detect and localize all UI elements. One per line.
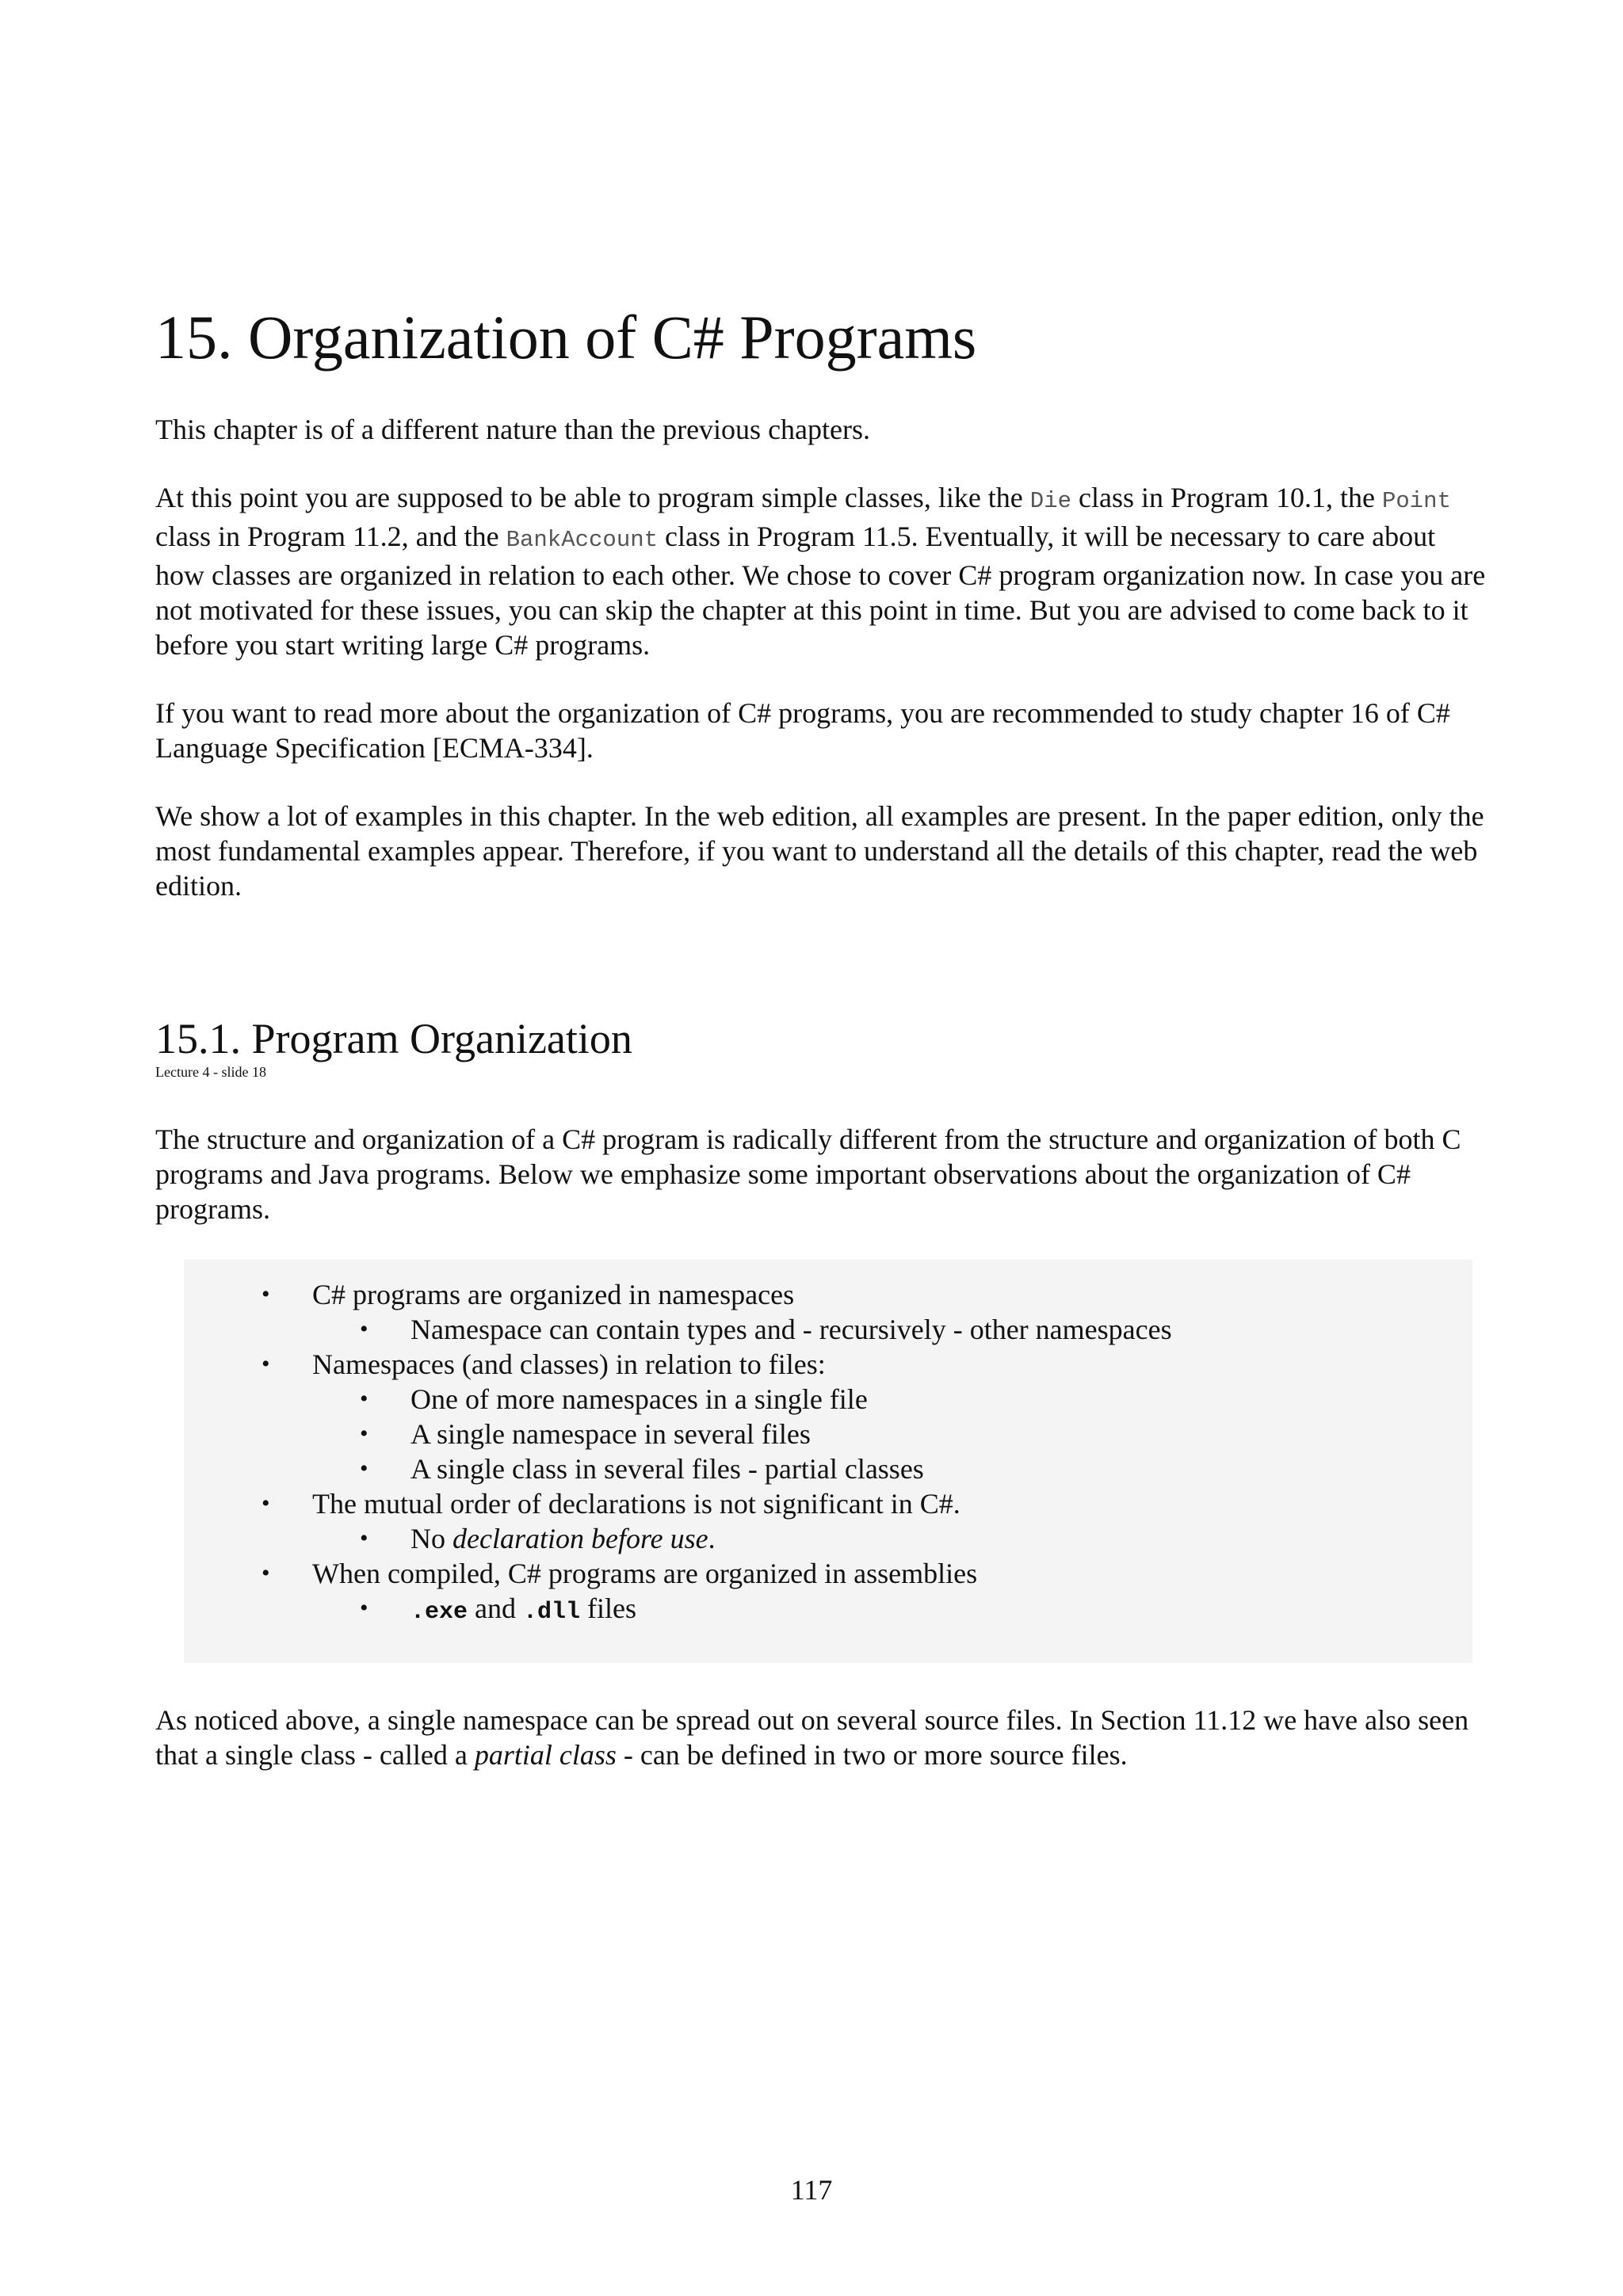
list-item-text: A single namespace in several files [411, 1418, 811, 1450]
section-title: 15.1. Program Organization [155, 1015, 632, 1062]
list-item [184, 1347, 1472, 1382]
list-item-text: Namespace can contain types and - recursively - other namespaces [411, 1314, 1172, 1345]
bullet-icon: • [262, 1560, 270, 1586]
list-item-text: C# programs are organized in namespaces [312, 1279, 795, 1310]
list-item [184, 1486, 1472, 1521]
section-p2-text-2: - can be defined in two or more source files. [616, 1739, 1128, 1771]
intro-p2-text-2: class in Program 10.1, the [1071, 482, 1382, 513]
intro-p2-text-4: class in Program 11.5. Eventually, it will be necessary to care about how classes are organized in relation to each other. We chose to cover C# program organization now. In case you are not motivated for these issues, you can skip the chapter at this point in time. But you are advised to come back to it before you start writing large C# programs. [155, 521, 1486, 661]
page-number: 117 [790, 2174, 833, 2206]
bullet-icon: • [360, 1595, 369, 1621]
list-item-text: No [411, 1523, 453, 1554]
intro-paragraph-4: We show a lot of examples in this chapter. In the web edition, all examples are present. In the paper edition, only the most fundamental examples appear. Therefore, if you want to understand all the details of this chapter, read the web edition. [155, 800, 1484, 902]
list-item [184, 1451, 1472, 1486]
dll-code: .dll [523, 1599, 581, 1626]
list-item-text: . [708, 1523, 716, 1554]
point-class-code: Point [1381, 488, 1451, 514]
intro-paragraph-1: This chapter is of a different nature than the previous chapters. [155, 414, 871, 445]
chapter-title: 15. Organization of C# Programs [155, 303, 977, 372]
list-item-text: When compiled, C# programs are organized in assemblies [312, 1558, 978, 1589]
summary-box [184, 1260, 1472, 1663]
section-paragraph-1: The structure and organization of a C# program is radically different from the structure and organization of both C programs and Java programs. Below we emphasize some important observations about the organization of C# programs. [155, 1123, 1461, 1225]
list-item [184, 1382, 1472, 1417]
list-item [184, 1312, 1472, 1347]
bullet-icon: • [262, 1351, 270, 1377]
list-item-text: The mutual order of declarations is not significant in C#. [312, 1488, 960, 1520]
list-item-text: and [468, 1592, 523, 1624]
exe-code: .exe [411, 1599, 468, 1626]
bullet-icon: • [262, 1490, 270, 1516]
list-item-text: Namespaces (and classes) in relation to files: [312, 1348, 826, 1380]
section-p2-text-1: As noticed above, a single namespace can be spread out on several source files. In Section 11.12 we have also seen that a single class - called a [155, 1704, 1469, 1771]
slide-reference: Lecture 4 - slide 18 [155, 1064, 266, 1080]
partial-class-term: partial class [474, 1739, 617, 1771]
list-item-text: files [580, 1592, 636, 1624]
page-content [155, 301, 1487, 1806]
bullet-icon: • [360, 1421, 369, 1447]
emphasized-term: declaration before use [453, 1523, 708, 1554]
list-item [184, 1556, 1472, 1591]
intro-p2-text-3: class in Program 11.2, and the [155, 521, 506, 552]
list-item-text: One of more namespaces in a single file [411, 1383, 868, 1415]
bullet-icon: • [262, 1281, 270, 1307]
bullet-icon: • [360, 1316, 369, 1342]
die-class-code: Die [1029, 488, 1072, 514]
section-paragraph-2 [155, 1703, 1487, 1772]
bullet-icon: • [360, 1455, 369, 1482]
intro-p2-text-1: At this point you are supposed to be able to program simple classes, like the [155, 482, 1030, 513]
list-item [184, 1521, 1472, 1556]
list-item-text: A single class in several files - partial classes [411, 1453, 924, 1485]
list-item [184, 1591, 1472, 1630]
intro-paragraph-3: If you want to read more about the organization of C# programs, you are recommended to study chapter 16 of C# Language Specification [ECMA-334]. [155, 697, 1450, 764]
summary-list [184, 1277, 1472, 1630]
bankaccount-class-code: BankAccount [506, 527, 659, 553]
intro-paragraph-2 [155, 480, 1487, 662]
bullet-icon: • [360, 1386, 369, 1412]
list-item [184, 1417, 1472, 1451]
bullet-icon: • [360, 1525, 369, 1551]
list-item [184, 1277, 1472, 1312]
